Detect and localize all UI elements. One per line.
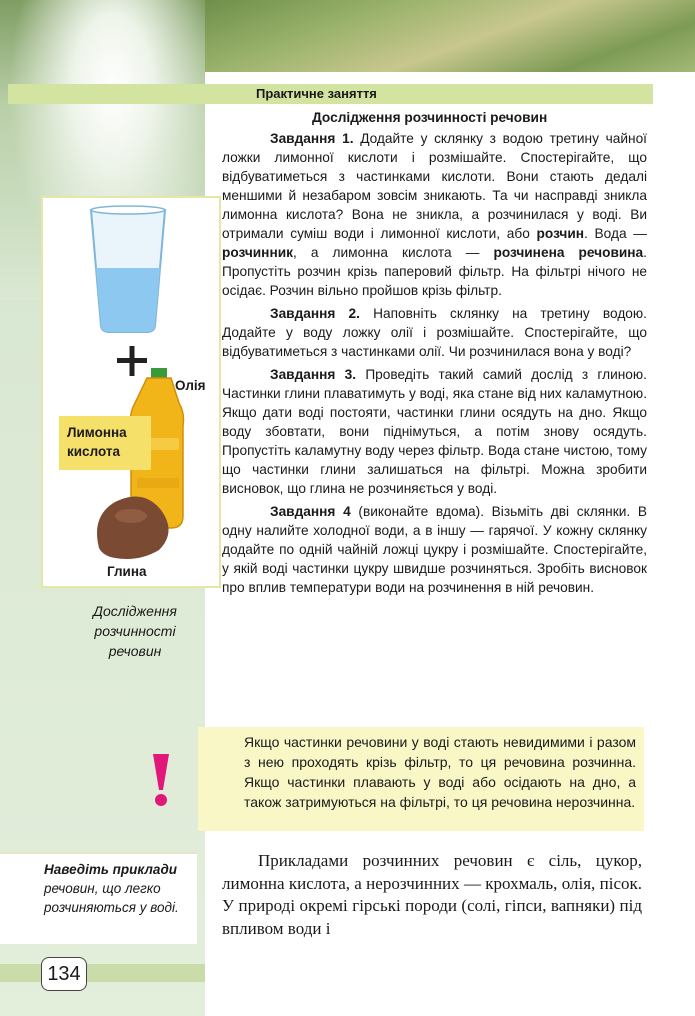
sidebar-text xyxy=(44,860,194,917)
page-title: Дослідження розчинності речовин xyxy=(312,110,548,125)
plus-icon xyxy=(117,346,147,376)
clay-label: Глина xyxy=(107,564,147,579)
section-header: Практичне заняття xyxy=(256,86,377,101)
task-3-label: Завдання 3. xyxy=(270,367,357,382)
task-3 xyxy=(222,365,647,498)
task-2 xyxy=(222,304,647,361)
tasks-text xyxy=(222,129,647,597)
term-solvent: розчинник xyxy=(222,245,293,260)
term-solution: розчин xyxy=(536,226,584,241)
term-solute: розчинена речовина xyxy=(493,245,644,260)
body-text: Прикладами розчинних речовин є сіль, цукор, лимонна кислота, а нерозчинних — крохмаль, олія, пісок. У природі окремі гірські породи (солі, гіпси, вапняки) під впливом води і xyxy=(222,851,642,938)
page-number-stripe xyxy=(0,964,205,982)
task-2-label: Завдання 2. xyxy=(270,306,360,321)
page-number: 134 xyxy=(41,957,87,991)
task-4-label: Завдання 4 xyxy=(270,504,351,519)
task-2-text: Наповніть склянку на третину водою. Додайте у воду ложку олії і розмішайте. Спостерігайте, що відбуватиметься з частинками олії. Чи розчинилася вона у воді? xyxy=(222,306,647,359)
body-paragraph xyxy=(222,850,642,940)
landscape-banner xyxy=(205,0,695,72)
task-1-text-a: Додайте у склянку з водою третину чайної ложки лимонної кислоти і розмішайте. Спостерігайте, що відбуватиметься з частинками кислоти. Вони стають дедалі меншими й незабаром зовсім зникають. Та чи насправді зникла лимонна кислота? Вона не зникла, а розчинилася у воді. Ви отримали суміш води і лимонної кислоти, або xyxy=(222,131,647,241)
task-1-text-d: . Пропустіть розчин крізь паперовий фільтр. На фільтрі нічого не осідає. Розчин вільно пройшов крізь фільтр. xyxy=(222,245,647,298)
sidebar-bold: Наведіть приклади xyxy=(44,862,178,877)
task-4-text: (виконайте вдома). Візьміть дві склянки. В одну налийте холодної води, а в іншу — гарячої. У кожну склянку додайте по одній чайній ложці цукру і розмішайте. Спостерігайте, у якій воді частинки цукру швидше розчиняться. Зробіть висновок про вплив температури води на розчинення в ній речовин. xyxy=(222,504,647,595)
glass-icon xyxy=(91,206,165,332)
experiment-figure xyxy=(41,196,221,588)
note-text: Якщо частинки речовини у воді стають невидимими і разом з нею проходять крізь фільтр, то ця речовина розчинна. Якщо частинки плавають у воді або осідають на дно, а також затримуються на фільтрі, то ця речовина нерозчинна. xyxy=(244,734,636,810)
task-3-text: Проведіть такий самий дослід з глиною. Частинки глини плаватимуть у воді, яка стане від них каламутною. Якщо дати воді постояти, частинки глини осядуть на дно. Якщо воду збовтати, вони піднімуться, а потім знову осядуть. Пропустіть каламутну воду через фільтр. Вода стане чистою, тому що частинки глини залишаться на фільтрі. Можна зробити висновок, що глина не розчиняється у воді. xyxy=(222,367,647,496)
section-header-bar xyxy=(8,84,653,104)
sidebar-rest: речовин, що легко розчиняються у воді. xyxy=(44,881,179,915)
oil-label: Олія xyxy=(175,378,206,393)
task-4 xyxy=(222,502,647,597)
exclamation-icon xyxy=(148,752,174,808)
lemon-acid-label: Лимонна кислота xyxy=(59,416,151,470)
task-1 xyxy=(222,129,647,300)
task-1-label: Завдання 1. xyxy=(270,131,354,146)
task-1-text-c: , а лимонна кислота — xyxy=(292,245,494,260)
figure-caption: Дослідження розчинності речовин xyxy=(93,603,177,659)
task-1-text-b: . Вода — xyxy=(584,226,647,241)
